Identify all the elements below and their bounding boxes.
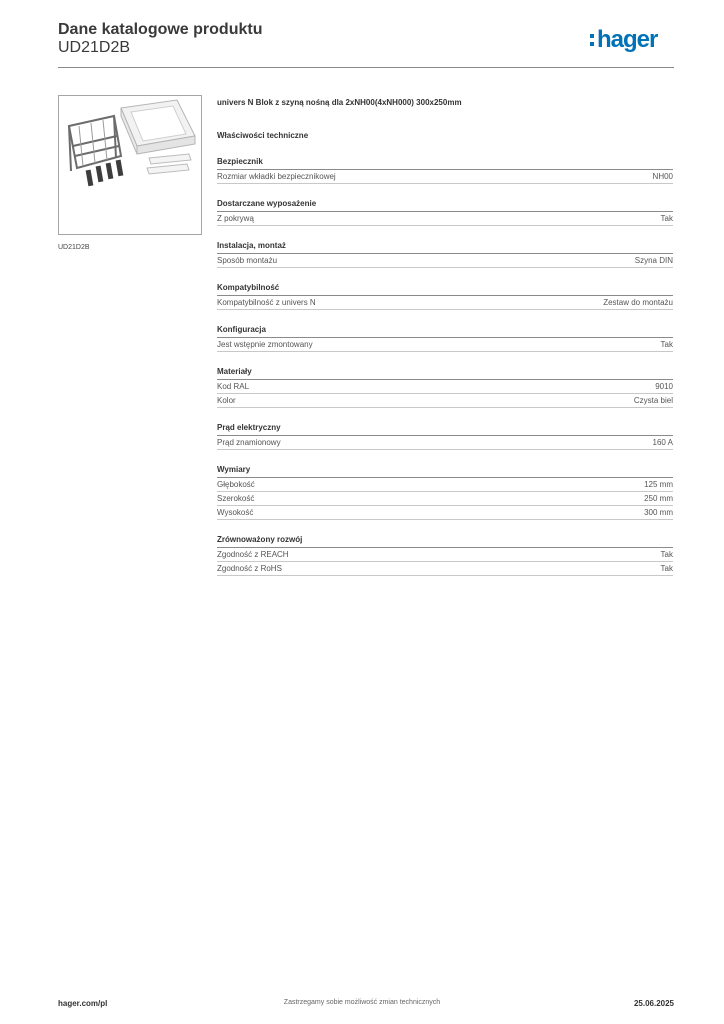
spec-row — [217, 506, 673, 520]
spec-group-title: Instalacja, montaż — [217, 240, 673, 254]
spec-label: Kolor — [217, 396, 236, 405]
spec-value: Tak — [660, 550, 673, 559]
spec-row — [217, 254, 673, 268]
spec-row — [217, 548, 673, 562]
spec-row — [217, 478, 673, 492]
spec-group — [217, 156, 673, 184]
spec-row — [217, 338, 673, 352]
spec-value: Tak — [660, 214, 673, 223]
spec-value: Tak — [660, 340, 673, 349]
spec-label: Z pokrywą — [217, 214, 254, 223]
document-title: Dane katalogowe produktu — [58, 21, 263, 38]
product-description: univers N Blok z szyną nośną dla 2xNH00(4xNH000) 300x250mm — [217, 98, 462, 107]
spec-row — [217, 170, 673, 184]
spec-group — [217, 282, 673, 310]
spec-group-title: Prąd elektryczny — [217, 422, 673, 436]
spec-label: Sposób montażu — [217, 256, 278, 265]
spec-row — [217, 492, 673, 506]
spec-value: 300 mm — [644, 508, 673, 517]
hager-logo — [590, 27, 657, 57]
spec-label: Jest wstępnie zmontowany — [217, 340, 313, 349]
spec-group — [217, 198, 673, 226]
spec-value: Zestaw do montażu — [603, 298, 673, 307]
spec-group — [217, 366, 673, 408]
spec-group — [217, 422, 673, 450]
spec-row — [217, 436, 673, 450]
product-image — [58, 95, 202, 235]
specs-heading: Właściwości techniczne — [217, 131, 309, 140]
footer-date: 25.06.2025 — [633, 999, 674, 1008]
spec-value: 125 mm — [644, 480, 673, 489]
spec-group-title: Dostarczane wyposażenie — [217, 198, 673, 212]
spec-group-title: Wymiary — [217, 464, 673, 478]
spec-group — [217, 534, 673, 576]
spec-value: 9010 — [655, 382, 673, 391]
spec-value: 250 mm — [644, 494, 673, 503]
spec-group-title: Kompatybilność — [217, 282, 673, 296]
spec-label: Prąd znamionowy — [217, 438, 281, 447]
spec-group-title: Bezpiecznik — [217, 156, 673, 170]
spec-row — [217, 296, 673, 310]
spec-group-title: Zrównoważony rozwój — [217, 534, 673, 548]
spec-label: Zgodność z REACH — [217, 550, 289, 559]
spec-value: 160 A — [652, 438, 673, 447]
spec-value: Czysta biel — [633, 396, 673, 405]
spec-label: Rozmiar wkładki bezpiecznikowej — [217, 172, 336, 181]
spec-label: Wysokość — [217, 508, 254, 517]
spec-group — [217, 324, 673, 352]
logo-dots-icon — [590, 34, 594, 46]
image-caption: UD21D2B — [58, 244, 90, 251]
spec-label: Kod RAL — [217, 382, 250, 391]
spec-label: Kompatybilność z univers N — [217, 298, 316, 307]
specs-groups — [217, 156, 673, 590]
spec-row — [217, 380, 673, 394]
footer-website: hager.com/pl — [58, 999, 108, 1008]
spec-row — [217, 394, 673, 408]
spec-group-title: Konfiguracja — [217, 324, 673, 338]
footer-disclaimer: Zastrzegamy sobie możliwość zmian technicznych — [283, 999, 441, 1006]
spec-group-title: Materiały — [217, 366, 673, 380]
spec-row — [217, 212, 673, 226]
logo-text: hager — [597, 26, 658, 53]
spec-label: Zgodność z RoHS — [217, 564, 282, 573]
spec-group — [217, 240, 673, 268]
product-code: UD21D2B — [58, 39, 131, 56]
spec-value: Szyna DIN — [634, 256, 673, 265]
spec-group — [217, 464, 673, 520]
header-divider — [58, 67, 674, 68]
spec-label: Szerokość — [217, 494, 255, 503]
spec-row — [217, 562, 673, 576]
spec-label: Głębokość — [217, 480, 255, 489]
spec-value: Tak — [660, 564, 673, 573]
spec-value: NH00 — [652, 172, 673, 181]
